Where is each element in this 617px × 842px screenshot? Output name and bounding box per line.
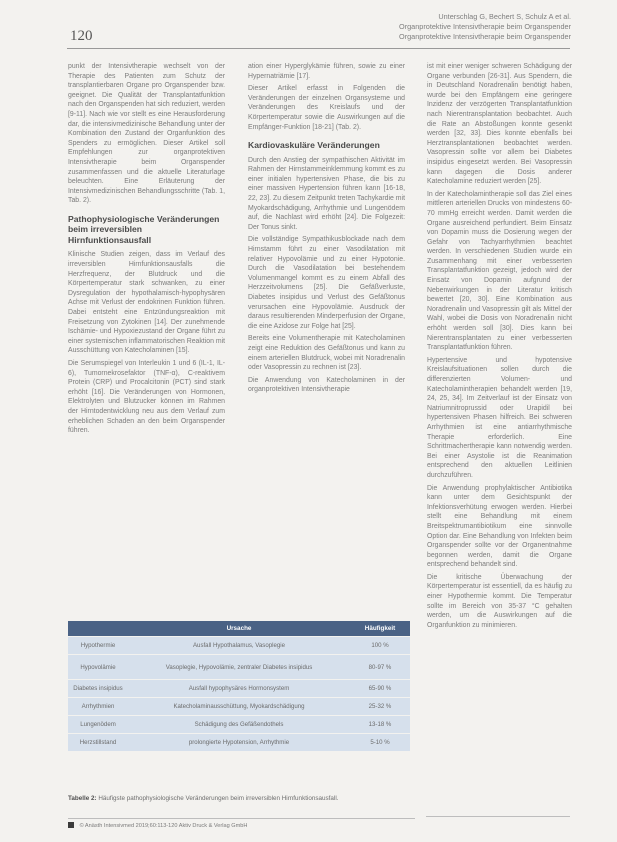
paragraph: Die Anwendung von Katecholaminen in der organprotektiven Intensivtherapie bbox=[248, 376, 405, 394]
table-cell: Diabetes insipidus bbox=[68, 680, 128, 698]
table-cell: 65-90 % bbox=[350, 680, 410, 698]
table-cell: prolongierte Hypotension, Arrhythmie bbox=[128, 734, 350, 752]
table-cell: 13-18 % bbox=[350, 716, 410, 734]
paragraph: Die kritische Überwachung der Körpertemperatur ist essentiell, da es häufig zu einer Hypothermie kommt. Die Temperatur sollte im Bereich von 35-37 °C gehalten werden, um die Auswirkungen auf die Organfunktion zu minimieren. bbox=[427, 573, 572, 629]
section-heading: Kardiovaskuläre Veränderungen bbox=[248, 140, 380, 151]
table-header-cell bbox=[68, 621, 128, 637]
table-cell: Hypovolämie bbox=[68, 655, 128, 680]
table-cell: Schädigung des Gefäßendothels bbox=[128, 716, 350, 734]
table-cell: Katecholaminausschüttung, Myokardschädigung bbox=[128, 698, 350, 716]
table-header-cell: Häufigkeit bbox=[350, 621, 410, 637]
paragraph: Dieser Artikel erfasst in Folgenden die Veränderungen der einzelnen Organsysteme und Veränderungen des Kreislaufs und der Körpertemperatur sowie die Auswirkungen auf die Empfänger-Funktion [18-21] (Tab. 2). bbox=[248, 85, 405, 131]
table-caption bbox=[68, 795, 410, 804]
text-column-3 bbox=[427, 62, 572, 633]
paragraph: ation einer Hyperglykämie führen, sowie zu einer Hypernatriämie [17]. bbox=[248, 63, 405, 80]
paragraph: Die vollständige Sympathikusblockade nach dem Hirnstamm führt zu einer Vasodilatation mit relativer Hypovolämie und zu einer Hypotonie. Durch die Vasodilatation bei bestehendem Volumenmangel kommt es zu einem Abfall des Herzzeitvolumens [25]. Die Gefäßverluste, Diabetes insipidus und Verlust des Gefäßtonus verursachen eine Hypovolämie. Ausdruck der daraus resultierenden Minderperfusion der Organe, die eine Azidose zur Folge hat [25]. bbox=[248, 236, 405, 330]
table-header-cell: Ursache bbox=[128, 621, 350, 637]
paragraph: punkt der Intensivtherapie wechselt von der Therapie des Patienten zum Schutz der transplantierbaren Organe pro Organspender bzw. geeignet. Die Qualität der Transplantatfunktion nach den Organspenden hat sich reduziert, werden [9-11]. Nach wie vor stellt es eine Herausforderung dar, die intensivmedizinische Behandlung unter der Kombination den Zustand der Organfunktion des Spenders zu ermöglichen. Dieser Artikel soll Empfehlungen zur organprotektiven Intensivtherapie beim Organspender zusammenfassen und die aktuelle Literaturlage beleuchten. Eine Erläuterung der Intensivmedizinischen Behandlungsschritte (Tab. 1, Tab. 2). bbox=[68, 63, 225, 205]
paragraph: Die Serumspiegel von Interleukin 1 und 6 (IL-1, IL-6), Tumornekrosefaktor (TNF-α), C-reaktivem Protein (CRP) und Procalcitonin (PCT) sind stark erhöht [16]. Die Veränderungen von Hormonen, Elektrolyten und Blutzucker können im Rahmen der Hirntodentwicklung neu aus dem Verlauf zum erheblichen Schaden an den beim Organspender führen. bbox=[68, 359, 225, 435]
table-cell: Ausfall hypophysäres Hormonsystem bbox=[128, 680, 350, 698]
text-column-2 bbox=[248, 62, 405, 398]
table-cell: Hypothermie bbox=[68, 637, 128, 655]
table-cell: 25-32 % bbox=[350, 698, 410, 716]
table-cell: Vasoplegie, Hypovolämie, zentraler Diabetes insipidus bbox=[128, 655, 350, 680]
paragraph: Die Anwendung prophylaktischer Antibiotika kann unter dem Gesichtspunkt der Infektionsverhütung erwogen werden. Hierbei stellt eine Behandlung mit einem Breitspektrumantibiotikum eine sinnvolle Option dar. Eine Behandlung von Infekten beim Organspender sollte vor der Organentnahme begonnen werden, damit die Organe entsprechend behandelt sind. bbox=[427, 484, 572, 569]
table-row bbox=[68, 655, 410, 680]
paragraph: Durch den Anstieg der sympathischen Aktivität im Rahmen der Hirnstammeinklemmung kommt es zu einer initialen hypertensiven Phase, die bis zu einer massiven Hypertension führen kann [16-18, 22, 23]. Zu diesem Zeitpunkt treten Tachykardie mit Myokardschädigung, Arrhythmie und Lungenödem auf, die Nachlast wird erhöht [24]. Die Folgezeit: Der Tonus sinkt. bbox=[248, 156, 405, 231]
running-head-line: Unterschlag G, Bechert S, Schulz A et al. bbox=[438, 12, 571, 21]
footer-text: © Anästh Intensivmed 2019;60:113-120 Aktiv Druck & Verlag GmbH bbox=[79, 823, 248, 829]
table-cell: Lungenödem bbox=[68, 716, 128, 734]
footer bbox=[68, 822, 247, 829]
paragraph: Klinische Studien zeigen, dass im Verlauf des irreversiblen Hirnfunktionsausfalls die Herzfrequenz, der Blutdruck und die Körpertemperatur stark schwanken, zu einer Dysregulation der hypothalamisch-hypophysären Achse mit Verlust der endokrinen Funktion führen. Dabei entsteht eine Entzündungsreaktion mit Freisetzung von Zytokinen [14]. Der zunehmende Ischämie- und Hypoxiezustand der Organe führt zu einer systemischen inflammatorischen Reaktion mit Ausschüttung von Katecholaminen [15]. bbox=[68, 251, 226, 355]
caption-text: Häufigste pathophysiologische Veränderungen beim irreversiblen Hirnfunktionsausfall. bbox=[98, 795, 339, 802]
paragraph: In der Katecholamintherapie soll das Ziel eines mittleren arteriellen Drucks von mindestens 60-70 mmHg erreicht werden. Damit werden die Organe ausreichend perfundiert. Beim Einsatz von Dopamin muss die Dosierung wegen der Gefahr von Tachyarrhythmien beachtet werden. In verschiedenen Studien wurde ein Zusammenhang mit einer verbesserten Transplantatfunktion gezeigt, jedoch wird der Einsatz von Dopamin aufgrund der Nebenwirkungen in der Literatur kritisch bewertet [20, 30]. Eine Kombination aus Noradrenalin und Vasopressin gilt als Mittel der Wahl, wobei die Dosis von Noradrenalin nicht erhöht werden soll [30]. Dies kann bei Nierentransplantaten zu einer verbesserten Transplantatfunktion führen. bbox=[427, 190, 572, 352]
table-cell: 5-10 % bbox=[350, 734, 410, 752]
table-row bbox=[68, 698, 410, 716]
table-row bbox=[68, 637, 410, 655]
table-cell: Ausfall Hypothalamus, Vasoplegie bbox=[128, 637, 350, 655]
text-column-1 bbox=[68, 62, 225, 439]
running-head bbox=[341, 12, 571, 42]
section-heading: Pathophysiologische Veränderungen beim irreversiblen Hirnfunktionsausfall bbox=[68, 213, 220, 245]
table-header-row bbox=[68, 621, 410, 637]
page-number: 120 bbox=[70, 28, 93, 44]
running-head-line: Organprotektive Intensivtherapie beim Organspender bbox=[399, 22, 571, 31]
table-cell: 80-97 % bbox=[350, 655, 410, 680]
table-row bbox=[68, 716, 410, 734]
table-cell: 100 % bbox=[350, 637, 410, 655]
footer-square-icon bbox=[68, 822, 74, 828]
paragraph: Bereits eine Volumentherapie mit Katecholaminen zeigt eine Reduktion des Gefäßtonus und kann zu einem arteriellen Blutdruck, wobei mit Noradrenalin oder Vasopressin zu rechnen ist [23]. bbox=[248, 335, 405, 372]
data-table bbox=[68, 621, 410, 751]
paragraph: ist mit einer weniger schweren Schädigung der Organe verbunden [26-31]. Aus Spendern, die in Deutschland Noradrenalin benötigt haben, wurde bei den Empfängern eine geringere Inzidenz der verzögerten Transplantatfunktion nach Nierentransplantation beobachtet. Auch die Rate an Abstoßungen konnte gesenkt werden [32, 33]. Dies konnte ebenfalls bei Herztransplantationen beobachtet werden. Vasopressin sollte vor allem bei Diabetes insipidus eingesetzt werden. Bei Vasopressin kann dagegen die Dosis anderer Katecholamine reduziert werden [25]. bbox=[427, 63, 572, 186]
footer-rule bbox=[68, 818, 415, 819]
table-row bbox=[68, 734, 410, 752]
table-row bbox=[68, 680, 410, 698]
column-3-rule bbox=[426, 816, 570, 817]
paragraph: Hypertensive und hypotensive Kreislaufsituationen sollen durch die differenzierten Volumen- und Katecholamintherapien behandelt werden [19, 24, 25, 34]. Im Zeitverlauf ist der Einsatz von Natriumnitroprussid oder Urapidil bei hypertensiven Phasen hilfreich. Bei schweren Arrhythmien ist eine antiarrhythmische Therapie erforderlich. Eine Schrittmachertherapie kann notwendig werden. Bei einer Asystolie ist die Reanimation entsprechend den aktuellen Leitlinien durchzuführen. bbox=[427, 356, 572, 479]
table-cell: Arrhythmien bbox=[68, 698, 128, 716]
header-rule bbox=[67, 48, 570, 49]
caption-label: Tabelle 2: bbox=[68, 795, 97, 802]
running-head-line: Organprotektive Intensivtherapie beim Organspender bbox=[399, 32, 571, 41]
table-cell: Herzstillstand bbox=[68, 734, 128, 752]
